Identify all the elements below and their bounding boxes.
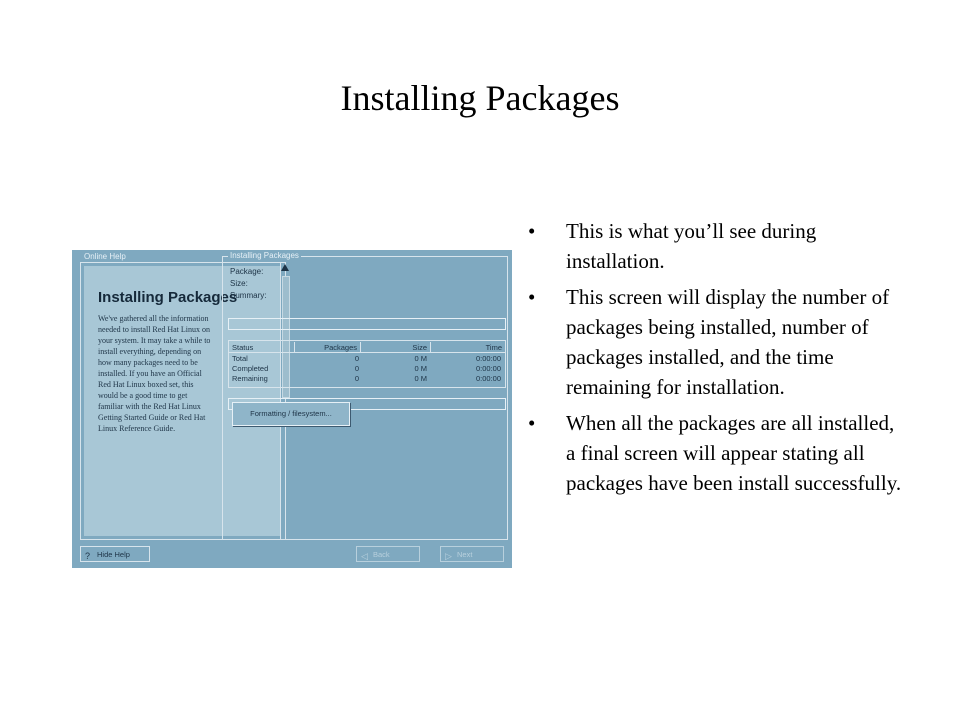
help-question-icon: ? bbox=[85, 551, 91, 561]
size-cell: 0 M bbox=[414, 374, 427, 383]
bullet-item bbox=[528, 408, 908, 498]
back-label: Back bbox=[373, 550, 390, 559]
bullet-text: When all the packages are all installed, a final screen will appear stating all packages have been install successfully. bbox=[566, 411, 902, 495]
online-help-header: Online Help bbox=[84, 252, 126, 261]
installer-screenshot bbox=[72, 250, 512, 568]
bullet-item bbox=[528, 282, 908, 402]
help-heading: Installing Packages bbox=[98, 289, 238, 306]
bullet-list bbox=[528, 216, 908, 504]
next-arrow-icon: ▷ bbox=[445, 551, 452, 561]
back-button[interactable] bbox=[356, 546, 420, 562]
status-cell: Remaining bbox=[232, 374, 268, 383]
package-label: Package: bbox=[230, 267, 264, 276]
back-arrow-icon: ◁ bbox=[361, 551, 368, 561]
packages-cell: 0 bbox=[354, 364, 359, 373]
column-header-packages: Packages bbox=[295, 342, 361, 353]
column-header-time: Time bbox=[431, 342, 505, 353]
package-info-labels bbox=[230, 266, 266, 302]
next-button[interactable] bbox=[440, 546, 504, 562]
package-progress-bar bbox=[228, 318, 506, 330]
bullet-text: This screen will display the number of packages being installed, number of packages installed, and the time remaining for installation. bbox=[566, 285, 890, 399]
time-cell: 0:00:00 bbox=[475, 364, 501, 373]
summary-label: Summary: bbox=[230, 291, 267, 300]
help-body-text: We've gathered all the information needed to install Red Hat Linux on your system. It may take a while to install everything, depending on how many packages need to be installed. If you have an Official Red Hat Linux boxed set, this would be a good time to get familiar with the Red Hat Linux Getting Started Guide or Red Hat Linux Reference Guide. bbox=[98, 314, 211, 433]
hide-help-button[interactable] bbox=[80, 546, 150, 562]
bullet-dot-icon: • bbox=[528, 219, 536, 243]
time-cell: 0:00:00 bbox=[475, 374, 501, 383]
packages-cell: 0 bbox=[354, 354, 359, 363]
time-cell: 0:00:00 bbox=[475, 354, 501, 363]
size-label: Size: bbox=[230, 279, 248, 288]
size-cell: 0 M bbox=[414, 354, 427, 363]
slide-title: Installing Packages bbox=[340, 78, 620, 118]
installing-packages-header: Installing Packages bbox=[230, 251, 299, 260]
status-table bbox=[228, 340, 506, 388]
formatting-status-dialog: Formatting / filesystem... bbox=[232, 402, 350, 426]
bullet-dot-icon: • bbox=[528, 285, 536, 309]
table-row bbox=[229, 354, 505, 364]
column-header-size: Size bbox=[361, 342, 431, 353]
column-header-status: Status bbox=[229, 342, 295, 353]
table-row bbox=[229, 374, 505, 384]
bullet-text: This is what you’ll see during installation. bbox=[566, 219, 817, 273]
hide-help-label: Hide Help bbox=[97, 550, 130, 559]
status-cell: Total bbox=[232, 354, 248, 363]
table-row bbox=[229, 364, 505, 374]
bullet-item bbox=[528, 216, 908, 276]
installer-button-bar bbox=[72, 540, 512, 568]
size-cell: 0 M bbox=[414, 364, 427, 373]
packages-cell: 0 bbox=[354, 374, 359, 383]
next-label: Next bbox=[457, 550, 473, 559]
bullet-dot-icon: • bbox=[528, 411, 536, 435]
installing-packages-panel bbox=[222, 250, 512, 540]
status-cell: Completed bbox=[232, 364, 269, 373]
